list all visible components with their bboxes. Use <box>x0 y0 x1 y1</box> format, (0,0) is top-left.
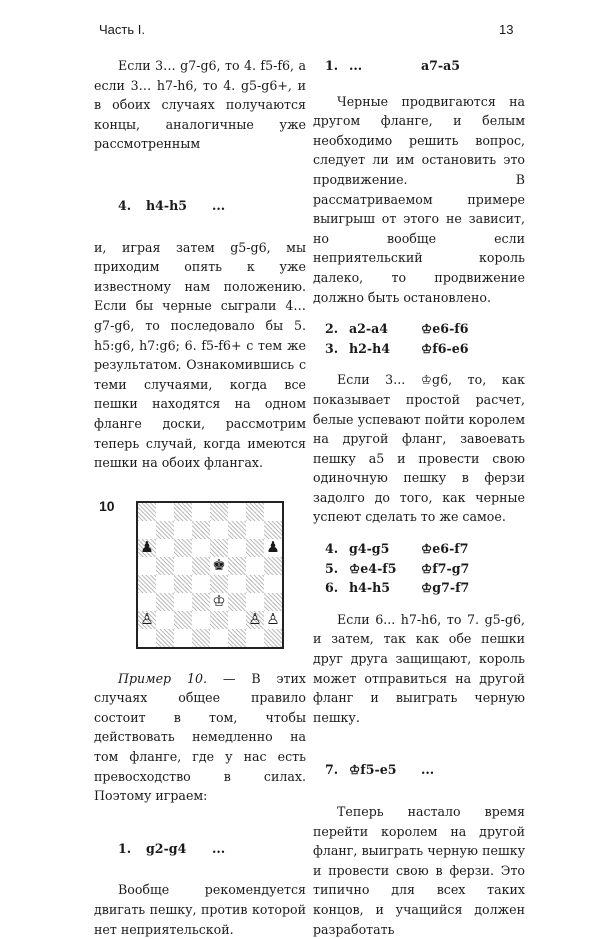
board-square-a6 <box>138 539 156 557</box>
board-square-h1 <box>264 629 282 647</box>
move-white: ♔f5-e5 <box>349 762 397 778</box>
board-square-e6 <box>210 539 228 557</box>
move-line-3 <box>313 339 525 359</box>
board-square-g7 <box>246 521 264 539</box>
move-line-6 <box>313 578 525 598</box>
board-square-g6 <box>246 539 264 557</box>
move-white: g2-g4 <box>146 840 187 856</box>
move-number: 1. <box>118 840 132 856</box>
board-square-d5 <box>192 557 210 575</box>
chess-board <box>136 501 284 649</box>
board-square-h5 <box>264 557 282 575</box>
paragraph-conclusion: Теперь настало время перейти королем на другой фланг, выиграть черную пешку и провести свою в ферзи. Это типично для всех таких концов, и учащийся должен разработать <box>313 804 525 937</box>
left-column <box>94 56 306 939</box>
board-square-g2 <box>246 611 264 629</box>
move-white: h2-h4 <box>349 340 391 356</box>
board-square-a7 <box>138 521 156 539</box>
white-pawn-h2-icon: ♙ <box>266 610 280 629</box>
board-square-c8 <box>174 503 192 521</box>
board-square-d3 <box>192 593 210 611</box>
move-number: 6. <box>325 580 339 596</box>
board-square-a8 <box>138 503 156 521</box>
move-black: ♔e6-f6 <box>421 321 469 337</box>
move-line-5 <box>313 559 525 579</box>
white-pawn-g2-icon: ♙ <box>248 610 262 629</box>
move-white: ♔e4-f5 <box>349 560 397 576</box>
move-line-1-left <box>94 839 306 859</box>
move-black: ♔f6-e6 <box>421 340 469 356</box>
black-king-e5-icon: ♚ <box>212 556 226 575</box>
board-square-b6 <box>156 539 174 557</box>
move-black: ... <box>421 762 435 778</box>
move-line-4-right <box>313 539 525 559</box>
board-square-h2 <box>264 611 282 629</box>
move-number: 3. <box>325 340 339 356</box>
white-pawn-a2-icon: ♙ <box>140 610 154 629</box>
example-label: Пример 10. <box>118 670 208 686</box>
board-square-d8 <box>192 503 210 521</box>
board-square-b1 <box>156 629 174 647</box>
board-square-g8 <box>246 503 264 521</box>
board-square-c3 <box>174 593 192 611</box>
black-pawn-h6-icon: ♟ <box>266 538 280 557</box>
board-square-b3 <box>156 593 174 611</box>
page-number: 13 <box>499 22 514 37</box>
white-king-e3-icon: ♔ <box>212 592 226 611</box>
chess-diagram-10 <box>94 497 306 649</box>
move-black: a7-a5 <box>421 58 461 73</box>
board-square-f1 <box>228 629 246 647</box>
board-square-c7 <box>174 521 192 539</box>
board-square-b4 <box>156 575 174 593</box>
move-black: ♔g7-f7 <box>421 580 470 596</box>
board-square-d1 <box>192 629 210 647</box>
board-square-e8 <box>210 503 228 521</box>
board-square-f8 <box>228 503 246 521</box>
move-number: 1. <box>325 58 339 73</box>
board-square-e7 <box>210 521 228 539</box>
board-square-g4 <box>246 575 264 593</box>
board-square-a1 <box>138 629 156 647</box>
board-square-g3 <box>246 593 264 611</box>
board-square-e1 <box>210 629 228 647</box>
board-square-a4 <box>138 575 156 593</box>
board-square-d4 <box>192 575 210 593</box>
board-square-c5 <box>174 557 192 575</box>
move-number: 4. <box>118 197 132 213</box>
board-square-a2 <box>138 611 156 629</box>
black-pawn-a6-icon: ♟ <box>140 538 154 557</box>
board-square-d6 <box>192 539 210 557</box>
move-black: ... <box>212 197 226 213</box>
example-text: — В этих случаях общее правило состоит в том, чтобы действовать немедленно на том фланге, где у нас есть превосходство в силах. Поэтому играем: <box>94 670 306 804</box>
board-square-d7 <box>192 521 210 539</box>
board-square-b5 <box>156 557 174 575</box>
board-square-b7 <box>156 521 174 539</box>
move-line-1-right <box>313 56 525 76</box>
move-white: g4-g5 <box>349 541 390 557</box>
page-header-part: Часть I. <box>99 22 145 37</box>
board-square-f3 <box>228 593 246 611</box>
move-line-4 <box>94 196 306 216</box>
board-square-e2 <box>210 611 228 629</box>
move-black: ... <box>212 840 226 856</box>
paragraph-continuation: и, играя затем g5-g6, мы приходим опять к уже известному нам положению. Если бы черные сыграли 4… g7-g6, то последовало бы 5. h5:g6, h7:g6; 6. f5-f6+ с тем же результатом. Ознакомившись с теми случаями, когда все пешки находятся на одном фланге доски, рассмотрим теперь случай, когда имеются пешки на обоих флангах. <box>94 239 306 471</box>
paragraph-if-h6: Если 6... h7-h6, то 7. g5-g6, и затем, так как обе пешки друг друга защищают, король может отправиться на другой фланг и выиграть черную пешку. <box>313 611 525 725</box>
move-white: ... <box>349 58 363 73</box>
move-white: h4-h5 <box>349 580 391 596</box>
move-number: 7. <box>325 762 339 778</box>
board-square-e4 <box>210 575 228 593</box>
right-column <box>313 56 525 939</box>
board-square-h3 <box>264 593 282 611</box>
paragraph-intro: Если 3… g7-g6, то 4. f5-f6, а если 3… h7-h6, то 4. g5-g6+, и в обоих случаях получаются концы, аналогичные уже рассмотренным <box>94 58 306 152</box>
board-square-d2 <box>192 611 210 629</box>
board-square-a5 <box>138 557 156 575</box>
move-white: h4-h5 <box>146 197 188 213</box>
move-black: ♔e6-f7 <box>421 541 469 557</box>
board-square-c2 <box>174 611 192 629</box>
diagram-number: 10 <box>99 497 115 514</box>
board-square-f4 <box>228 575 246 593</box>
paragraph-if-kg6: Если 3... ♔g6, то, как показывает простой расчет, белые успевают пойти королем на другой фланг, завоевать пешку a5 и провести свою одиночную пешку в ферзи задолго до того, как черные успеют сделать то же самое. <box>313 372 525 525</box>
board-square-h4 <box>264 575 282 593</box>
paragraph-black-advance: Черные продвигаются на другом фланге, и белым необходимо решить вопрос, следует ли им остановить это продвижение. В рассматриваемом примере выигрыш от этого не зависит, но вообще если неприятельский король далеко, то продвижение должно быть остановлено. <box>313 93 525 305</box>
board-square-b2 <box>156 611 174 629</box>
move-number: 4. <box>325 541 339 557</box>
move-white: a2-a4 <box>349 321 389 337</box>
board-square-e5 <box>210 557 228 575</box>
paragraph-recommendation: Вообще рекомендуется двигать пешку, против которой нет неприятельской. <box>94 882 306 937</box>
board-square-h6 <box>264 539 282 557</box>
board-square-f7 <box>228 521 246 539</box>
move-number: 5. <box>325 560 339 576</box>
board-square-f5 <box>228 557 246 575</box>
board-square-f6 <box>228 539 246 557</box>
move-line-2 <box>313 319 525 339</box>
board-square-b8 <box>156 503 174 521</box>
board-square-h7 <box>264 521 282 539</box>
board-square-c6 <box>174 539 192 557</box>
board-square-c1 <box>174 629 192 647</box>
move-line-7 <box>313 760 525 780</box>
board-square-a3 <box>138 593 156 611</box>
board-square-e3 <box>210 593 228 611</box>
board-square-f2 <box>228 611 246 629</box>
board-square-c4 <box>174 575 192 593</box>
board-square-g1 <box>246 629 264 647</box>
board-square-h8 <box>264 503 282 521</box>
paragraph-example <box>94 669 306 806</box>
move-black: ♔f7-g7 <box>421 560 470 576</box>
board-square-g5 <box>246 557 264 575</box>
move-number: 2. <box>325 321 339 337</box>
